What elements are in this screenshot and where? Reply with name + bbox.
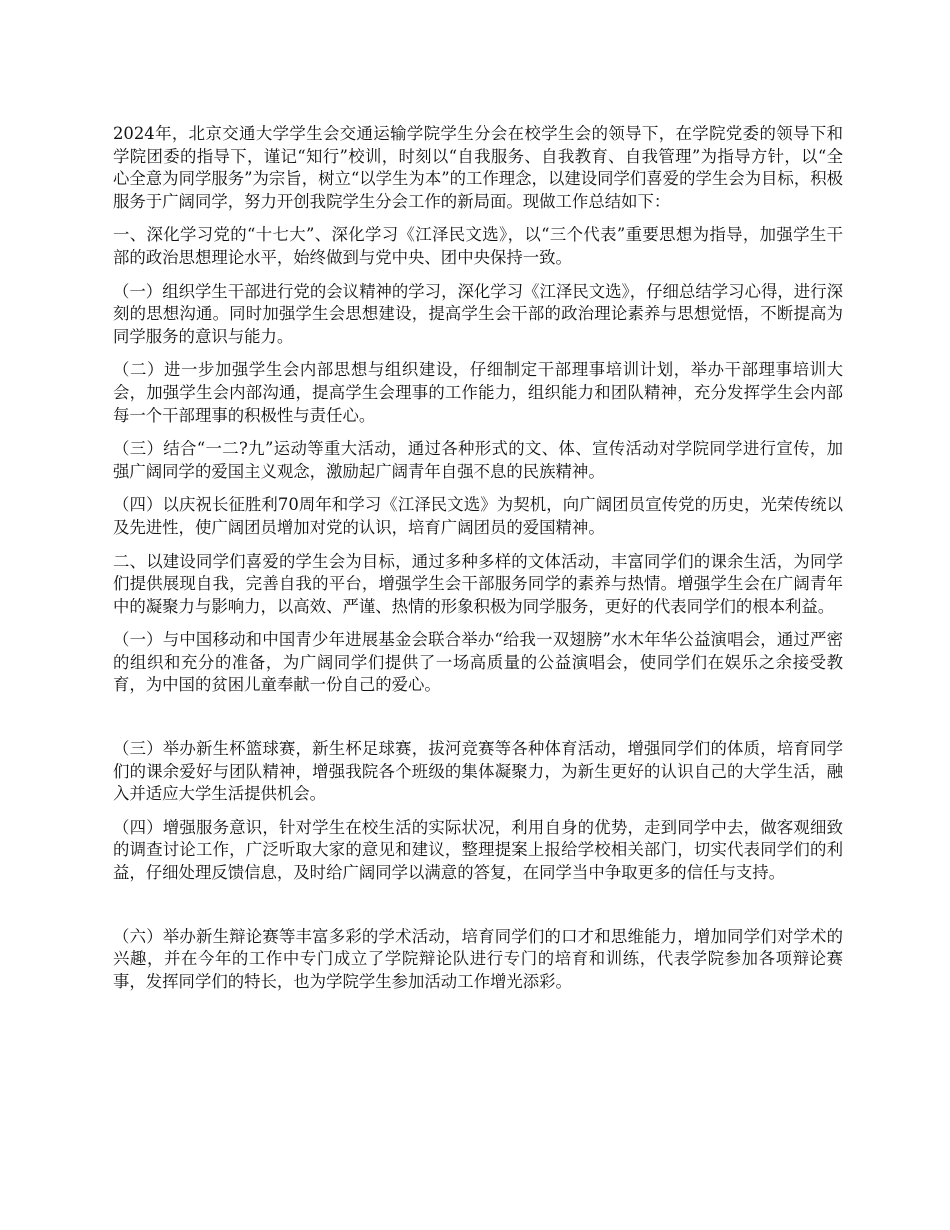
section-one-heading: 一、深化学习党的“十七大”、深化学习《江泽民文选》，以“三个代表”重要思想为指导，加强学生干部的政治思想理论水平，始终做到与党中央、团中央保持一致。 [113,225,843,267]
blank-spacer [113,896,843,926]
section-one-item-3: （三）结合“一二?九”运动等重大活动，通过各种形式的文、体、宣传活动对学院同学进行宣传，加强广阔同学的爱国主义观念，激励起广阔青年自强不息的民族精神。 [113,439,843,481]
section-one-item-2: （二）进一步加强学生会内部思想与组织建设，仔细制定干部理事培训计划，举办干部理事培训大会，加强学生会内部沟通，提高学生会理事的工作能力，组织能力和团队精神，充分发挥学生会内部每一个干部理事的积极性与责任心。 [113,360,843,425]
section-two-item-3: （三）举办新生杯篮球赛，新生杯足球赛，拔河竞赛等各种体育活动，增强同学们的体质，培育同学们的课余爱好与团队精神，增强我院各个班级的集体凝聚力，为新生更好的认识自己的大学生活，融入并适应大学生活提供机会。 [113,739,843,804]
blank-spacer [113,708,843,738]
section-two-item-1: （一）与中国移动和中国青少年进展基金会联合举办“给我一双翅膀”水木年华公益演唱会，通过严密的组织和充分的准备，为广阔同学们提供了一场高质量的公益演唱会，使同学们在娱乐之余接受教育，为中国的贫困儿童奉献一份自己的爱心。 [113,630,843,695]
section-two-item-6: （六）举办新生辩论赛等丰富多彩的学术活动，培育同学们的口才和思维能力，增加同学们对学术的兴趣，并在今年的工作中专门成立了学院辩论队进行专门的培育和训练，代表学院参加各项辩论赛事，发挥同学们的特长，也为学院学生参加活动工作增光添彩。 [113,926,843,991]
section-two-item-4: （四）增强服务意识，针对学生在校生活的实际状况，利用自身的优势，走到同学中去，做客观细致的调查讨论工作，广泛听取大家的意见和建议，整理提案上报给学校相关部门，切实代表同学们的利益，仔细处理反馈信息，及时给广阔同学以满意的答复，在同学当中争取更多的信任与支持。 [113,817,843,883]
document-body [113,123,843,1004]
section-two-heading: 二、以建设同学们喜爱的学生会为目标，通过多种多样的文体活动，丰富同学们的课余生活，为同学们提供展现自我，完善自我的平台，增强学生会干部服务同学的素养与热情。增强学生会在广阔青年中的凝聚力与影响力，以高效、严谨、热情的形象积极为同学服务，更好的代表同学们的根本利益。 [113,551,843,616]
section-one-item-4: （四）以庆祝长征胜利70周年和学习《江泽民文选》为契机，向广阔团员宣传党的历史，光荣传统以及先进性，使广阔团员增加对党的认识，培育广阔团员的爱国精神。 [113,495,843,537]
section-one-item-1: （一）组织学生干部进行党的会议精神的学习，深化学习《江泽民文选》，仔细总结学习心得，进行深刻的思想沟通。同时加强学生会思想建设，提高学生会干部的政治理论素养与思想觉悟，不断提高为同学服务的意识与能力。 [113,281,843,346]
intro-paragraph: 2024年，北京交通大学学生会交通运输学院学生分会在校学生会的领导下，在学院党委的领导下和学院团委的指导下，谨记“知行”校训，时刻以“自我服务、自我教育、自我管理”为指导方针，以“全心全意为同学服务”为宗旨，树立“以学生为本”的工作理念，以建设同学们喜爱的学生会为目标，积极服务于广阔同学，努力开创我院学生分会工作的新局面。现做工作总结如下： [113,124,843,211]
